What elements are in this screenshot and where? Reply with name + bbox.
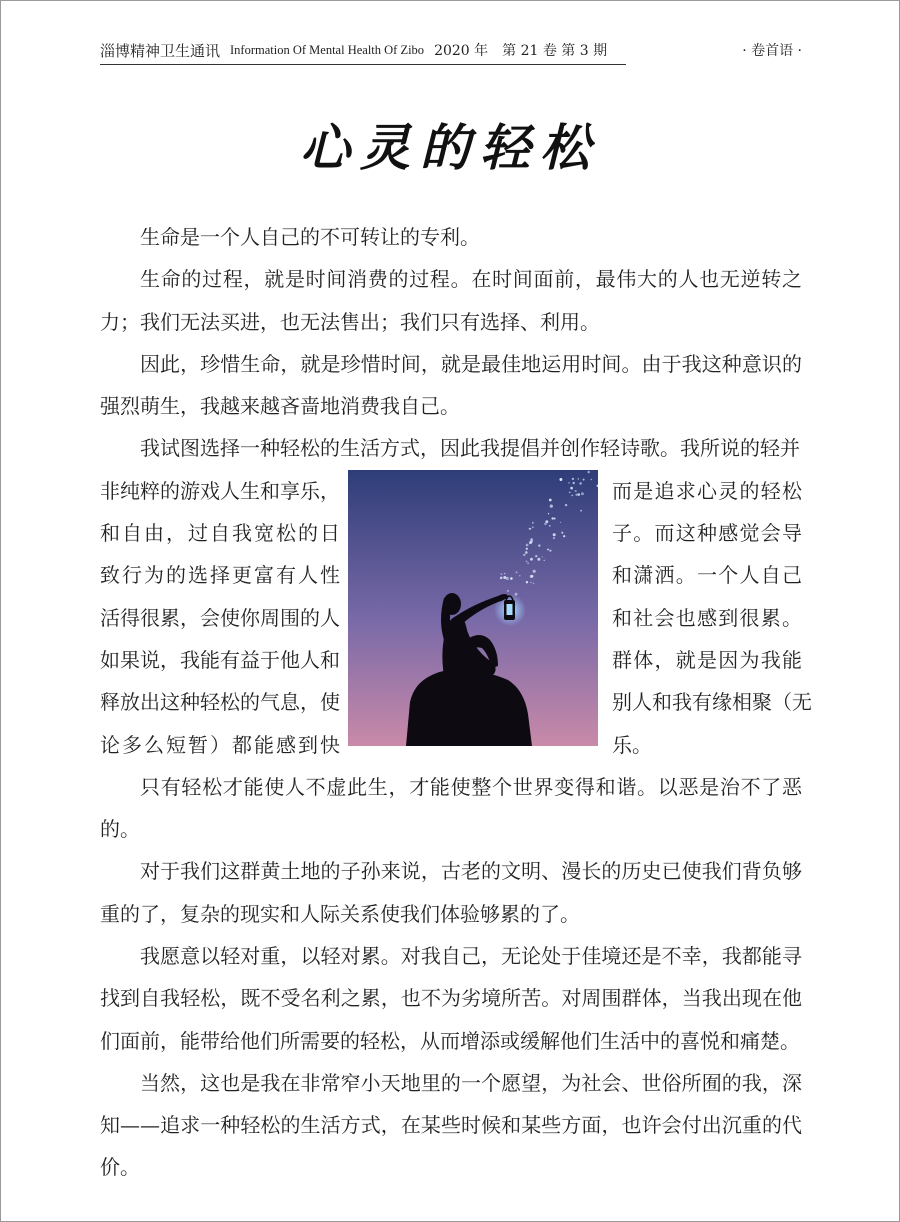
star-dot [537, 558, 540, 561]
star-dot [545, 520, 548, 523]
paragraph-4: 我试图选择一种轻松的生活方式，因此我提倡并创作轻诗歌。我所说的轻并 [140, 436, 800, 461]
paragraph-6: 对于我们这群黄土地的子孙来说，古老的文明、漫长的历史已使我们背负够重的了，复杂的现实和人际关系使我们体验够累的了。 [100, 859, 802, 926]
star-dot [525, 551, 528, 554]
wrap-left-line: 非纯粹的游戏人生和享乐， [100, 478, 340, 503]
article-body [100, 216, 812, 1189]
star-dot [549, 549, 551, 551]
star-dot [533, 570, 536, 573]
star-dot [530, 528, 532, 530]
star-dot [551, 517, 553, 519]
star-dot [559, 478, 562, 481]
star-dot [560, 521, 561, 522]
header-rule [100, 64, 626, 65]
star-dot [581, 492, 584, 495]
wrap-right-column [612, 470, 812, 766]
wrap-left-line: 如果说，我能有益于他人和 [100, 647, 340, 672]
star-dot [519, 575, 520, 576]
article-title: 心灵的轻松 [300, 118, 600, 177]
paragraph-7: 我愿意以轻对重，以轻对累。对我自己，无论处于佳境还是不幸，我都能寻找到自我轻松，既不受名利之累，也不为劣境所苦。对周围群体，当我出现在他们面前，能带给他们所需要的轻松，从而增添或缓解他们生活中的喜悦和痛楚。 [100, 943, 802, 1053]
wrap-right-line: 乐。 [612, 732, 652, 757]
paragraph-5: 只有轻松才能使人不虚此生，才能使整个世界变得和谐。以恶是治不了恶的。 [100, 774, 802, 842]
star-dot [575, 493, 577, 495]
star-dot [516, 571, 518, 573]
paragraph-8: 当然，这也是我在非常窄小天地里的一个愿望，为社会、世俗所囿的我，深知——追求一种轻松的生活方式，在某些时候和某些方面，也许会付出沉重的代价。 [100, 1070, 802, 1180]
wrap-right-line: 群体，就是因为我能 [612, 647, 802, 672]
wrap-right-line: 子。而这种感觉会导 [612, 521, 802, 546]
star-dot [549, 498, 552, 501]
star-dot [549, 525, 551, 527]
star-dot [538, 544, 540, 546]
wrap-left-line: 论多么短暂）都能感到快 [100, 732, 340, 757]
running-header [100, 38, 626, 62]
star-dot [554, 517, 556, 519]
star-dot [526, 543, 529, 546]
wrap-right-line: 别人和我有缘相聚（无 [612, 690, 812, 715]
star-dot [573, 482, 575, 484]
paragraph-2: 生命的过程，就是时间消费的过程。在时间面前，最伟大的人也无逆转之力；我们无法买进，也无法售出；我们只有选择、利用。 [100, 267, 802, 334]
journal-title-cn: 淄博精神卫生通讯 [100, 41, 221, 60]
wrap-left-line: 释放出这种轻松的气息，使 [100, 690, 340, 715]
image-wrap-block [100, 470, 812, 766]
star-dot [507, 590, 509, 592]
wrap-right-line: 和社会也感到很累。 [612, 605, 802, 630]
star-dot [526, 560, 528, 562]
star-dot [550, 504, 553, 507]
star-dot [570, 487, 573, 490]
star-dot [571, 494, 573, 496]
wrap-right-line: 和潇洒。一个人自己 [612, 563, 802, 588]
star-dot [572, 478, 574, 480]
star-dot [569, 491, 571, 493]
star-dot [527, 562, 528, 563]
section-label: · 卷首语 · [742, 43, 802, 59]
star-dot [568, 482, 570, 484]
issue-info: 2020 年 第 21 卷 第 3 期 [434, 43, 608, 59]
star-dot [578, 478, 580, 480]
star-dot [533, 582, 535, 584]
star-dot [500, 576, 503, 579]
star-dot [561, 531, 563, 533]
wrap-left-line: 活得很累，会使你周围的人 [100, 605, 340, 630]
star-dot [548, 513, 549, 514]
star-dot [530, 582, 531, 583]
star-dot [587, 471, 590, 474]
star-dot [530, 557, 533, 560]
star-dot [565, 504, 567, 506]
star-dot [532, 522, 534, 524]
paragraph-3: 因此，珍惜生命，就是珍惜时间，就是最佳地运用时间。由于我这种意识的强烈萌生，我越来越吝啬地消费我自己。 [100, 351, 802, 419]
star-dot [563, 535, 565, 537]
star-dot [553, 537, 555, 539]
star-dot [578, 493, 580, 495]
star-dot [583, 478, 585, 480]
star-dot [530, 575, 533, 578]
star-dot [526, 581, 528, 583]
star-dot [579, 482, 581, 484]
wrap-left-column [100, 470, 340, 766]
star-dot [544, 523, 546, 525]
star-dot [575, 490, 577, 492]
star-dot [529, 541, 532, 544]
journal-title-en: Information Of Mental Health Of Zibo [230, 42, 425, 57]
star-dot [501, 573, 503, 575]
star-dot [523, 554, 525, 556]
star-dot [547, 548, 549, 550]
wrap-left-line: 和自由，过自我宽松的日 [100, 521, 340, 546]
star-dot [504, 573, 505, 574]
illustration-svg [348, 470, 598, 746]
star-dot [544, 560, 545, 561]
paragraph-1: 生命是一个人自己的不可转让的专利。 [140, 225, 480, 249]
wrap-right-line: 而是追求心灵的轻松 [612, 478, 802, 503]
star-dot [580, 510, 582, 512]
star-dot [535, 555, 537, 557]
star-dot [542, 556, 543, 557]
star-dot [553, 533, 556, 536]
star-dot [503, 576, 506, 579]
star-dot [510, 577, 513, 580]
star-dot [532, 526, 534, 528]
wrap-left-line: 致行为的选择更富有人性 [100, 563, 340, 588]
illustration-girl-with-lantern [348, 470, 598, 746]
star-dot [591, 479, 592, 480]
star-dot [526, 547, 528, 549]
